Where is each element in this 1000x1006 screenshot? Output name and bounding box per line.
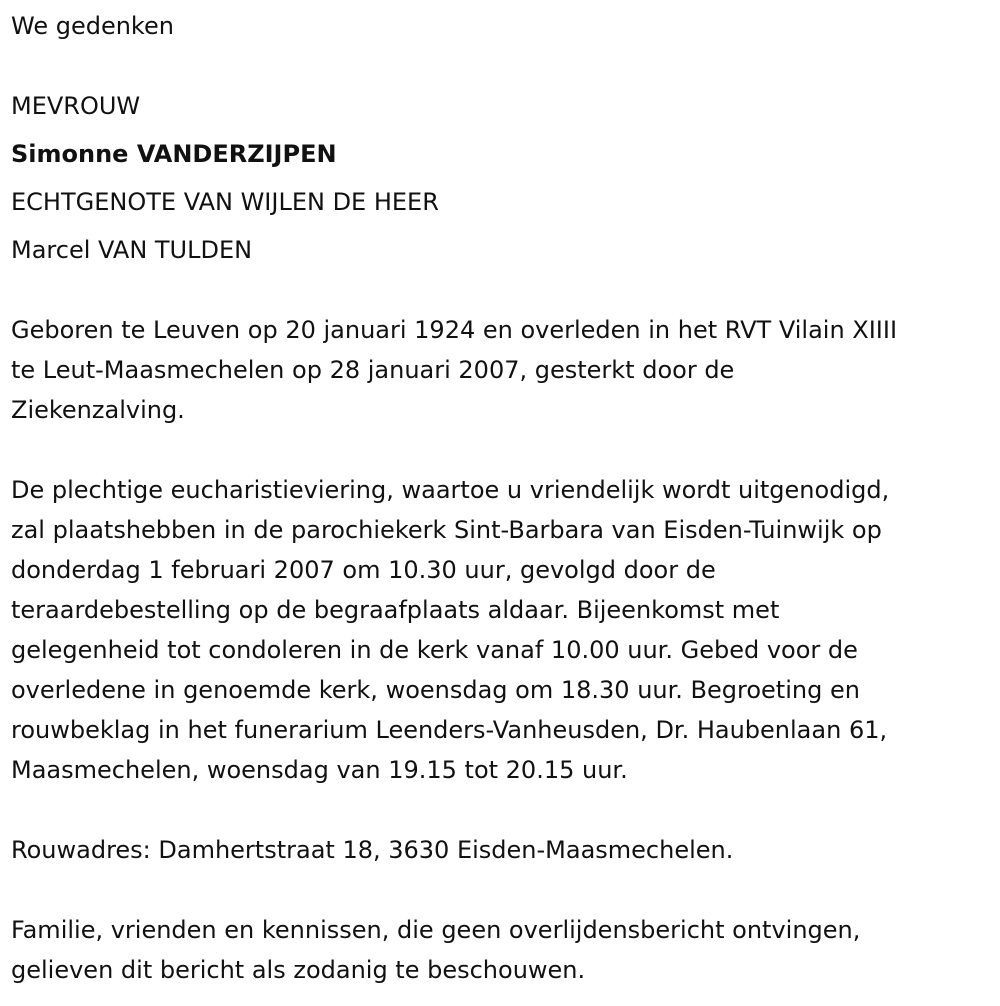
person-name: Simonne VANDERZIJPEN [11,140,337,168]
service-line: Maasmechelen, woensdag van 19.15 tot 20.15 uur. [11,756,628,784]
spouse-name: Marcel VAN TULDEN [11,236,253,264]
intro-text: We gedenken [11,12,174,40]
service-line: overledene in genoemde kerk, woensdag om 18.30 uur. Begroeting en [11,676,860,704]
service-line: rouwbeklag in het funerarium Leenders-Vanheusden, Dr. Haubenlaan 61, [11,716,888,744]
service-line: donderdag 1 februari 2007 om 10.30 uur, gevolgd door de [11,556,716,584]
closing-line: gelieven dit bericht als zodanig te beschouwen. [11,956,586,984]
service-line: gelegenheid tot condoleren in de kerk vanaf 10.00 uur. Gebed voor de [11,636,858,664]
birth-death-line: Ziekenzalving. [11,396,185,424]
service-line: De plechtige eucharistieviering, waartoe u vriendelijk wordt uitgenodigd, [11,476,890,504]
mourning-address: Rouwadres: Damhertstraat 18, 3630 Eisden-Maasmechelen. [11,836,734,864]
service-line: zal plaatshebben in de parochiekerk Sint-Barbara van Eisden-Tuinwijk op [11,516,882,544]
birth-death-line: te Leut-Maasmechelen op 28 januari 2007, gesterkt door de [11,356,735,384]
person-title: MEVROUW [11,92,141,120]
spouse-title: ECHTGENOTE VAN WIJLEN DE HEER [11,188,439,216]
birth-death-line: Geboren te Leuven op 20 januari 1924 en overleden in het RVT Vilain XIIII [11,316,898,344]
closing-line: Familie, vrienden en kennissen, die geen overlijdensbericht ontvingen, [11,916,861,944]
service-line: teraardebestelling op de begraafplaats aldaar. Bijeenkomst met [11,596,780,624]
